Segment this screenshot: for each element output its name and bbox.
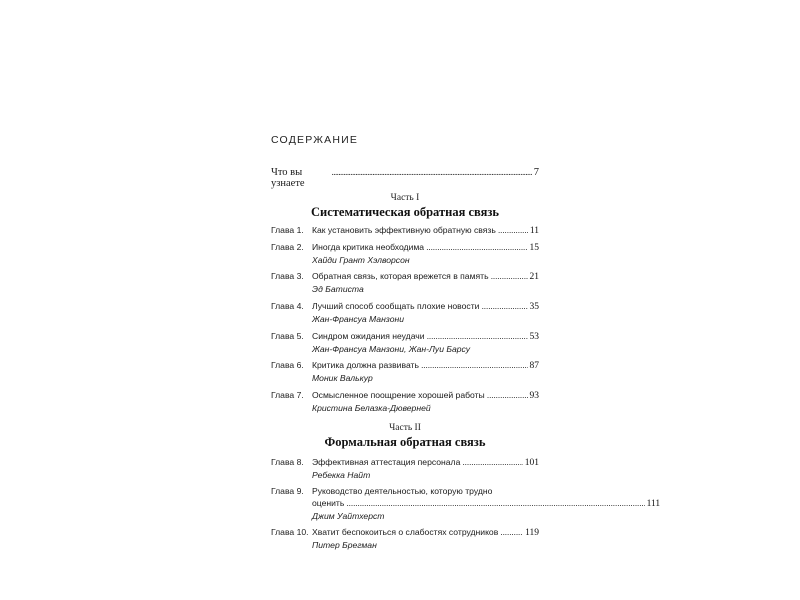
leader-dots: [462, 458, 522, 467]
chapter-label: Глава 5.: [271, 331, 304, 341]
chapter-label: Глава 8.: [271, 457, 304, 467]
chapter-entry: [271, 224, 539, 237]
leader-dots: [500, 528, 523, 537]
leader-dots: [332, 168, 532, 177]
chapter-author: Джим Уайтхерст: [312, 511, 385, 521]
chapter-entry: [271, 270, 539, 295]
chapter-title: Синдром ожидания неудачи: [312, 331, 425, 341]
chapter-author: Моник Валькур: [312, 373, 373, 383]
chapter-entry: [271, 359, 539, 384]
page-number: 7: [533, 167, 539, 178]
page-number: 101: [524, 458, 539, 468]
chapter-title: Лучший способ сообщать плохие новости: [312, 301, 480, 311]
leader-dots: [346, 499, 644, 508]
page-number: 111: [646, 499, 661, 509]
chapter-label: Глава 3.: [271, 271, 304, 281]
chapter-title: Эффективная аттестация персонала: [312, 457, 461, 467]
leader-dots: [421, 361, 528, 370]
chapter-author: Хайди Грант Хэлворсон: [312, 255, 410, 265]
chapter-entry: [271, 526, 539, 551]
chapter-entry: [271, 485, 661, 522]
chapter-title: Обратная связь, которая врежется в память: [312, 271, 489, 281]
entry-title: Что вы узнаете: [271, 167, 305, 189]
page-number: 119: [525, 528, 539, 538]
chapter-author: Жан-Франсуа Манзони, Жан-Луи Барсу: [312, 344, 471, 354]
chapter-title: Осмысленное поощрение хорошей работы: [312, 390, 485, 400]
toc-intro-entry: [271, 167, 539, 189]
leader-dots: [491, 272, 528, 281]
page-number: 87: [529, 361, 539, 371]
chapter-author: Кристина Белазка-Дюверней: [312, 403, 431, 413]
page-number: 93: [529, 391, 539, 401]
part-label: Часть II: [389, 423, 421, 433]
chapter-author: Эд Батиста: [312, 284, 364, 294]
chapter-title: Руководство деятельностью, которую трудно: [312, 486, 493, 496]
chapter-label: Глава 6.: [271, 360, 304, 370]
toc-heading: СОДЕРЖАНИЕ: [271, 134, 359, 146]
chapter-title: Критика должна развивать: [312, 360, 419, 370]
table-of-contents: [271, 0, 661, 600]
page-number: 21: [529, 272, 539, 282]
chapter-entry: [271, 330, 539, 355]
chapter-label: Глава 1.: [271, 225, 304, 235]
chapter-title: Как установить эффективную обратную связь: [312, 225, 496, 235]
leader-dots: [481, 302, 527, 311]
chapter-entry: [271, 389, 539, 414]
chapter-entry: [271, 456, 539, 481]
page-number: 53: [529, 332, 539, 342]
chapter-title: Хватит беспокоиться о слабостях сотрудников: [312, 527, 499, 537]
chapter-title: Иногда критика необходима: [312, 242, 425, 252]
chapter-label: Глава 2.: [271, 242, 304, 252]
page-number: 11: [529, 226, 539, 236]
part-label: Часть I: [390, 193, 420, 203]
chapter-label: Глава 4.: [271, 301, 304, 311]
chapter-entry: [271, 300, 539, 325]
leader-dots: [487, 391, 528, 400]
part-title: Систематическая обратная связь: [310, 205, 499, 219]
leader-dots: [427, 332, 528, 341]
chapter-title-continued: оценить: [312, 498, 345, 508]
chapter-label: Глава 10.: [271, 527, 309, 537]
chapter-label: Глава 7.: [271, 390, 304, 400]
leader-dots: [498, 226, 528, 235]
page-number: 15: [529, 243, 539, 253]
chapter-label: Глава 9.: [271, 486, 304, 496]
chapter-author: Питер Брегман: [312, 540, 377, 550]
chapter-author: Ребекка Найт: [312, 470, 371, 480]
chapter-entry: [271, 241, 539, 266]
part-title: Формальная обратная связь: [324, 435, 486, 449]
chapter-author: Жан-Франсуа Манзони: [312, 314, 404, 324]
page-number: 35: [529, 302, 539, 312]
leader-dots: [426, 243, 527, 252]
